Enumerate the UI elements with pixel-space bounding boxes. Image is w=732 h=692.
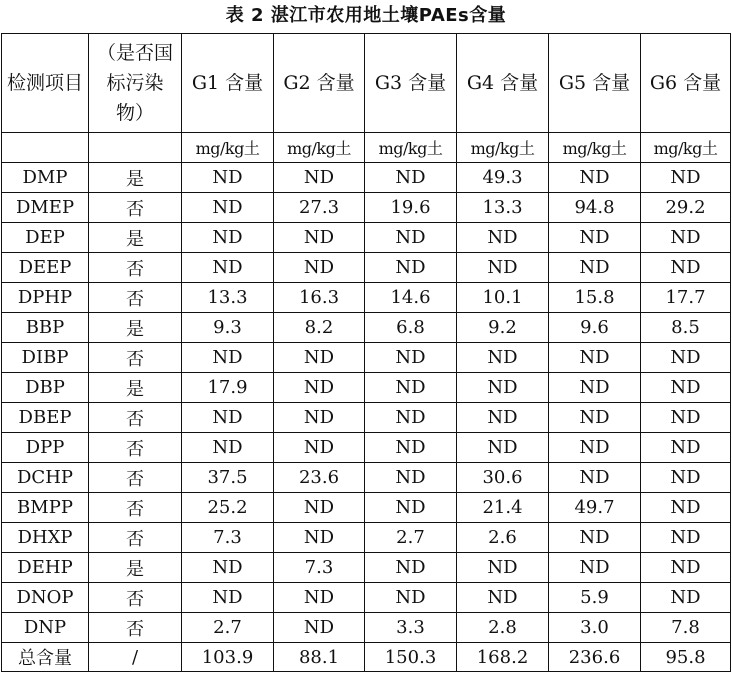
content-value-cell: 2.7 bbox=[365, 523, 457, 553]
total-value-cell: 88.1 bbox=[274, 643, 365, 672]
content-value-cell: ND bbox=[641, 223, 731, 253]
table-row bbox=[2, 493, 731, 523]
content-value-cell: ND bbox=[457, 343, 549, 373]
header-g1: G1 含量 bbox=[182, 34, 274, 133]
standard-flag-cell: 是 bbox=[89, 163, 182, 193]
compound-name-cell: DBEP bbox=[2, 403, 89, 433]
unit-standard-cell bbox=[89, 133, 182, 163]
standard-flag-cell: 否 bbox=[89, 613, 182, 643]
total-value-cell: 95.8 bbox=[641, 643, 731, 672]
content-value-cell: 23.6 bbox=[274, 463, 365, 493]
content-value-cell: ND bbox=[549, 373, 641, 403]
standard-flag-cell: 否 bbox=[89, 463, 182, 493]
content-value-cell: ND bbox=[182, 553, 274, 583]
content-value-cell: ND bbox=[182, 403, 274, 433]
compound-name-cell: DEP bbox=[2, 223, 89, 253]
content-value-cell: ND bbox=[641, 493, 731, 523]
content-value-cell: ND bbox=[274, 403, 365, 433]
table-row bbox=[2, 343, 731, 373]
content-value-cell: 19.6 bbox=[365, 193, 457, 223]
standard-flag-cell: 否 bbox=[89, 403, 182, 433]
content-value-cell: 30.6 bbox=[457, 463, 549, 493]
content-value-cell: ND bbox=[182, 343, 274, 373]
compound-name-cell: BMPP bbox=[2, 493, 89, 523]
unit-row bbox=[2, 133, 731, 163]
header-standard bbox=[89, 34, 182, 133]
content-value-cell: ND bbox=[182, 583, 274, 613]
compound-name-cell: DEHP bbox=[2, 553, 89, 583]
compound-name-cell: DEEP bbox=[2, 253, 89, 283]
total-label-cell: 总含量 bbox=[2, 643, 89, 672]
content-value-cell: 5.9 bbox=[549, 583, 641, 613]
compound-name-cell: DMEP bbox=[2, 193, 89, 223]
content-value-cell: ND bbox=[365, 223, 457, 253]
unit-cell: mg/kg土 bbox=[274, 133, 365, 163]
compound-name-cell: DHXP bbox=[2, 523, 89, 553]
table-title: 表 2 湛江市农用地土壤PAEs含量 bbox=[225, 5, 507, 26]
content-value-cell: ND bbox=[365, 493, 457, 523]
content-value-cell: 2.7 bbox=[182, 613, 274, 643]
compound-name-cell: DNOP bbox=[2, 583, 89, 613]
compound-name-cell: BBP bbox=[2, 313, 89, 343]
content-value-cell: ND bbox=[457, 223, 549, 253]
content-value-cell: 27.3 bbox=[274, 193, 365, 223]
content-value-cell: ND bbox=[641, 403, 731, 433]
content-value-cell: ND bbox=[549, 163, 641, 193]
content-value-cell: ND bbox=[365, 373, 457, 403]
unit-cell: mg/kg土 bbox=[641, 133, 731, 163]
standard-flag-cell: 否 bbox=[89, 583, 182, 613]
standard-flag-cell: 否 bbox=[89, 343, 182, 373]
standard-flag-cell: 是 bbox=[89, 313, 182, 343]
content-value-cell: ND bbox=[641, 163, 731, 193]
content-value-cell: ND bbox=[274, 493, 365, 523]
total-value-cell: 168.2 bbox=[457, 643, 549, 672]
content-value-cell: ND bbox=[182, 433, 274, 463]
content-value-cell: 14.6 bbox=[365, 283, 457, 313]
content-value-cell: ND bbox=[641, 253, 731, 283]
content-value-cell: 49.7 bbox=[549, 493, 641, 523]
content-value-cell: ND bbox=[274, 223, 365, 253]
content-value-cell: ND bbox=[641, 373, 731, 403]
content-value-cell: 3.0 bbox=[549, 613, 641, 643]
content-value-cell: 16.3 bbox=[274, 283, 365, 313]
content-value-cell: ND bbox=[457, 583, 549, 613]
content-value-cell: ND bbox=[457, 553, 549, 583]
content-value-cell: ND bbox=[641, 463, 731, 493]
compound-name-cell: DNP bbox=[2, 613, 89, 643]
content-value-cell: ND bbox=[641, 523, 731, 553]
content-value-cell: 37.5 bbox=[182, 463, 274, 493]
table-row bbox=[2, 193, 731, 223]
content-value-cell: ND bbox=[457, 373, 549, 403]
header-item bbox=[2, 34, 89, 133]
content-value-cell: ND bbox=[274, 373, 365, 403]
content-value-cell: ND bbox=[457, 253, 549, 283]
content-value-cell: ND bbox=[365, 163, 457, 193]
content-value-cell: ND bbox=[365, 343, 457, 373]
content-value-cell: 29.2 bbox=[641, 193, 731, 223]
table-row bbox=[2, 583, 731, 613]
content-value-cell: ND bbox=[274, 163, 365, 193]
table-row bbox=[2, 283, 731, 313]
content-value-cell: ND bbox=[365, 463, 457, 493]
content-value-cell: ND bbox=[641, 583, 731, 613]
content-value-cell: 94.8 bbox=[549, 193, 641, 223]
content-value-cell: 21.4 bbox=[457, 493, 549, 523]
table-row bbox=[2, 433, 731, 463]
total-value-cell: 236.6 bbox=[549, 643, 641, 672]
content-value-cell: ND bbox=[182, 163, 274, 193]
content-value-cell: 3.3 bbox=[365, 613, 457, 643]
content-value-cell: ND bbox=[365, 433, 457, 463]
content-value-cell: 9.6 bbox=[549, 313, 641, 343]
header-g5: G5 含量 bbox=[549, 34, 641, 133]
standard-flag-cell: 否 bbox=[89, 523, 182, 553]
content-value-cell: ND bbox=[274, 613, 365, 643]
standard-flag-cell: 否 bbox=[89, 193, 182, 223]
table-row bbox=[2, 553, 731, 583]
standard-flag-cell: 否 bbox=[89, 283, 182, 313]
content-value-cell: 8.5 bbox=[641, 313, 731, 343]
content-value-cell: ND bbox=[457, 433, 549, 463]
standard-flag-cell: 是 bbox=[89, 373, 182, 403]
content-value-cell: ND bbox=[365, 253, 457, 283]
paes-content-table bbox=[1, 33, 731, 672]
unit-cell: mg/kg土 bbox=[365, 133, 457, 163]
content-value-cell: ND bbox=[365, 403, 457, 433]
content-value-cell: ND bbox=[457, 403, 549, 433]
header-g2: G2 含量 bbox=[274, 34, 365, 133]
content-value-cell: 13.3 bbox=[182, 283, 274, 313]
compound-name-cell: DPP bbox=[2, 433, 89, 463]
unit-item-cell bbox=[2, 133, 89, 163]
content-value-cell: 2.8 bbox=[457, 613, 549, 643]
table-row bbox=[2, 523, 731, 553]
content-value-cell: ND bbox=[274, 343, 365, 373]
content-value-cell: 7.3 bbox=[274, 553, 365, 583]
table-row bbox=[2, 373, 731, 403]
content-value-cell: 7.3 bbox=[182, 523, 274, 553]
total-row bbox=[2, 643, 731, 672]
header-item-label: 检测项目 bbox=[6, 72, 83, 94]
header-g4: G4 含量 bbox=[457, 34, 549, 133]
table-header-row bbox=[2, 34, 731, 133]
content-value-cell: ND bbox=[274, 523, 365, 553]
content-value-cell: ND bbox=[182, 223, 274, 253]
content-value-cell: ND bbox=[549, 463, 641, 493]
table-row bbox=[2, 463, 731, 493]
standard-flag-cell: 否 bbox=[89, 433, 182, 463]
content-value-cell: 8.2 bbox=[274, 313, 365, 343]
content-value-cell: 15.8 bbox=[549, 283, 641, 313]
total-value-cell: 150.3 bbox=[365, 643, 457, 672]
content-value-cell: 7.8 bbox=[641, 613, 731, 643]
content-value-cell: 49.3 bbox=[457, 163, 549, 193]
content-value-cell: ND bbox=[274, 433, 365, 463]
content-value-cell: ND bbox=[549, 403, 641, 433]
content-value-cell: 2.6 bbox=[457, 523, 549, 553]
compound-name-cell: DMP bbox=[2, 163, 89, 193]
standard-flag-cell: 否 bbox=[89, 493, 182, 523]
content-value-cell: ND bbox=[641, 343, 731, 373]
compound-name-cell: DBP bbox=[2, 373, 89, 403]
standard-flag-cell: 否 bbox=[89, 253, 182, 283]
content-value-cell: ND bbox=[641, 553, 731, 583]
content-value-cell: 13.3 bbox=[457, 193, 549, 223]
table-row bbox=[2, 403, 731, 433]
table-row bbox=[2, 613, 731, 643]
content-value-cell: ND bbox=[549, 523, 641, 553]
content-value-cell: ND bbox=[182, 193, 274, 223]
content-value-cell: 6.8 bbox=[365, 313, 457, 343]
unit-cell: mg/kg土 bbox=[457, 133, 549, 163]
total-standard-cell: / bbox=[89, 643, 182, 672]
header-standard-label: （是否国标污染物） bbox=[96, 42, 173, 124]
content-value-cell: ND bbox=[365, 553, 457, 583]
content-value-cell: ND bbox=[549, 253, 641, 283]
total-value-cell: 103.9 bbox=[182, 643, 274, 672]
content-value-cell: ND bbox=[182, 253, 274, 283]
compound-name-cell: DPHP bbox=[2, 283, 89, 313]
table-row bbox=[2, 163, 731, 193]
header-g6: G6 含量 bbox=[641, 34, 731, 133]
standard-flag-cell: 是 bbox=[89, 223, 182, 253]
table-row bbox=[2, 223, 731, 253]
content-value-cell: 25.2 bbox=[182, 493, 274, 523]
table-row bbox=[2, 253, 731, 283]
table-row bbox=[2, 313, 731, 343]
header-g3: G3 含量 bbox=[365, 34, 457, 133]
content-value-cell: ND bbox=[274, 583, 365, 613]
content-value-cell: ND bbox=[274, 253, 365, 283]
compound-name-cell: DCHP bbox=[2, 463, 89, 493]
compound-name-cell: DIBP bbox=[2, 343, 89, 373]
unit-cell: mg/kg土 bbox=[182, 133, 274, 163]
content-value-cell: 17.7 bbox=[641, 283, 731, 313]
unit-cell: mg/kg土 bbox=[549, 133, 641, 163]
content-value-cell: ND bbox=[549, 343, 641, 373]
content-value-cell: 17.9 bbox=[182, 373, 274, 403]
content-value-cell: ND bbox=[549, 223, 641, 253]
content-value-cell: 10.1 bbox=[457, 283, 549, 313]
content-value-cell: ND bbox=[549, 553, 641, 583]
content-value-cell: 9.3 bbox=[182, 313, 274, 343]
content-value-cell: ND bbox=[641, 433, 731, 463]
content-value-cell: ND bbox=[365, 583, 457, 613]
standard-flag-cell: 是 bbox=[89, 553, 182, 583]
content-value-cell: 9.2 bbox=[457, 313, 549, 343]
content-value-cell: ND bbox=[549, 433, 641, 463]
